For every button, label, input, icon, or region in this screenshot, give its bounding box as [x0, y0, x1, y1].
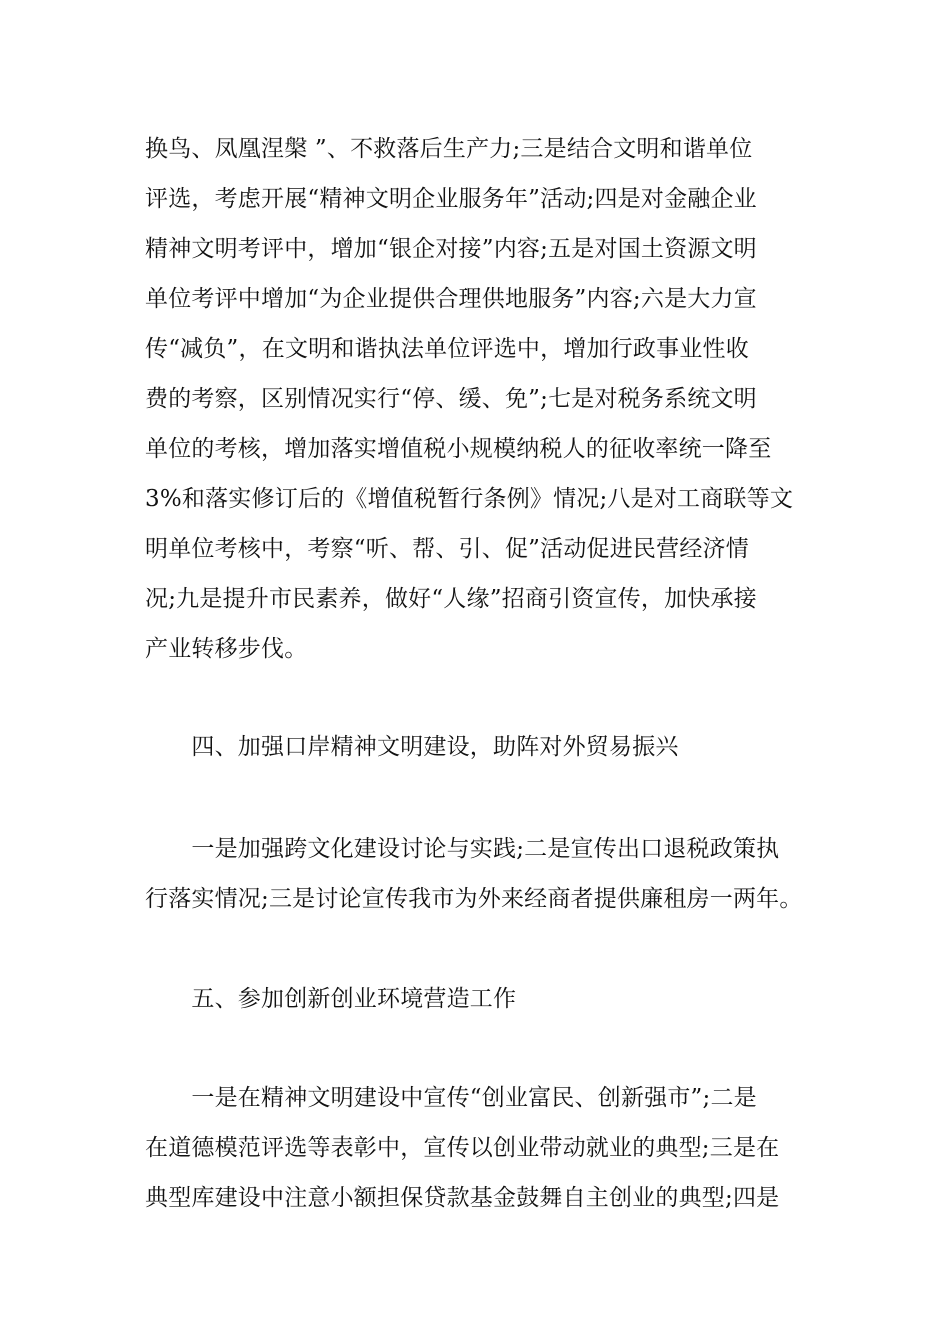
text-line: 评选，考虑开展“精神文明企业服务年”活动;四是对金融企业 — [145, 186, 757, 212]
text-line: 精神文明考评中，增加“银企对接”内容;五是对国土资源文明 — [145, 236, 757, 262]
text-line: 明单位考核中，考察“听、帮、引、促”活动促进民营经济情 — [145, 536, 749, 562]
text-line: 费的考察，区别情况实行“停、缓、免”;七是对税务系统文明 — [145, 386, 757, 412]
section-heading-innovation — [145, 974, 815, 1024]
text-line: 产业转移步伐。 — [145, 636, 308, 662]
heading-line: 四、加强口岸精神文明建设，助阵对外贸易振兴 — [145, 734, 679, 760]
text-line: 典型库建设中注意小额担保贷款基金鼓舞自主创业的典型;四是 — [145, 1185, 780, 1211]
paragraph-innovation — [145, 1073, 815, 1223]
text-line: 行落实情况;三是讨论宣传我市为外来经商者提供廉租房一两年。 — [145, 886, 803, 912]
text-line: 传“减负”，在文明和谐执法单位评选中，增加行政事业性收 — [145, 336, 749, 362]
text-line: 一是加强跨文化建设讨论与实践;二是宣传出口退税政策执 — [145, 836, 780, 862]
text-line: 单位考评中增加“为企业提供合理供地服务”内容;六是大力宣 — [145, 286, 757, 312]
heading-line: 五、参加创新创业环境营造工作 — [145, 986, 517, 1012]
paragraph-port — [145, 824, 815, 924]
text-line: 3%和落实修订后的《增值税暂行条例》情况;八是对工商联等文 — [145, 486, 794, 512]
text-line: 在道德模范评选等表彰中，宣传以创业带动就业的典型;三是在 — [145, 1135, 780, 1161]
text-line: 一是在精神文明建设中宣传“创业富民、创新强市”;二是 — [145, 1085, 757, 1111]
section-heading-port — [145, 722, 815, 772]
text-line: 换鸟、凤凰涅槃 ”、不救落后生产力;三是结合文明和谐单位 — [145, 136, 753, 162]
paragraph-culture-evaluation — [145, 124, 815, 674]
text-line: 单位的考核，增加落实增值税小规模纳税人的征收率统一降至 — [145, 436, 772, 462]
text-line: 况;九是提升市民素养，做好“人缘”招商引资宣传，加快承接 — [145, 586, 757, 612]
